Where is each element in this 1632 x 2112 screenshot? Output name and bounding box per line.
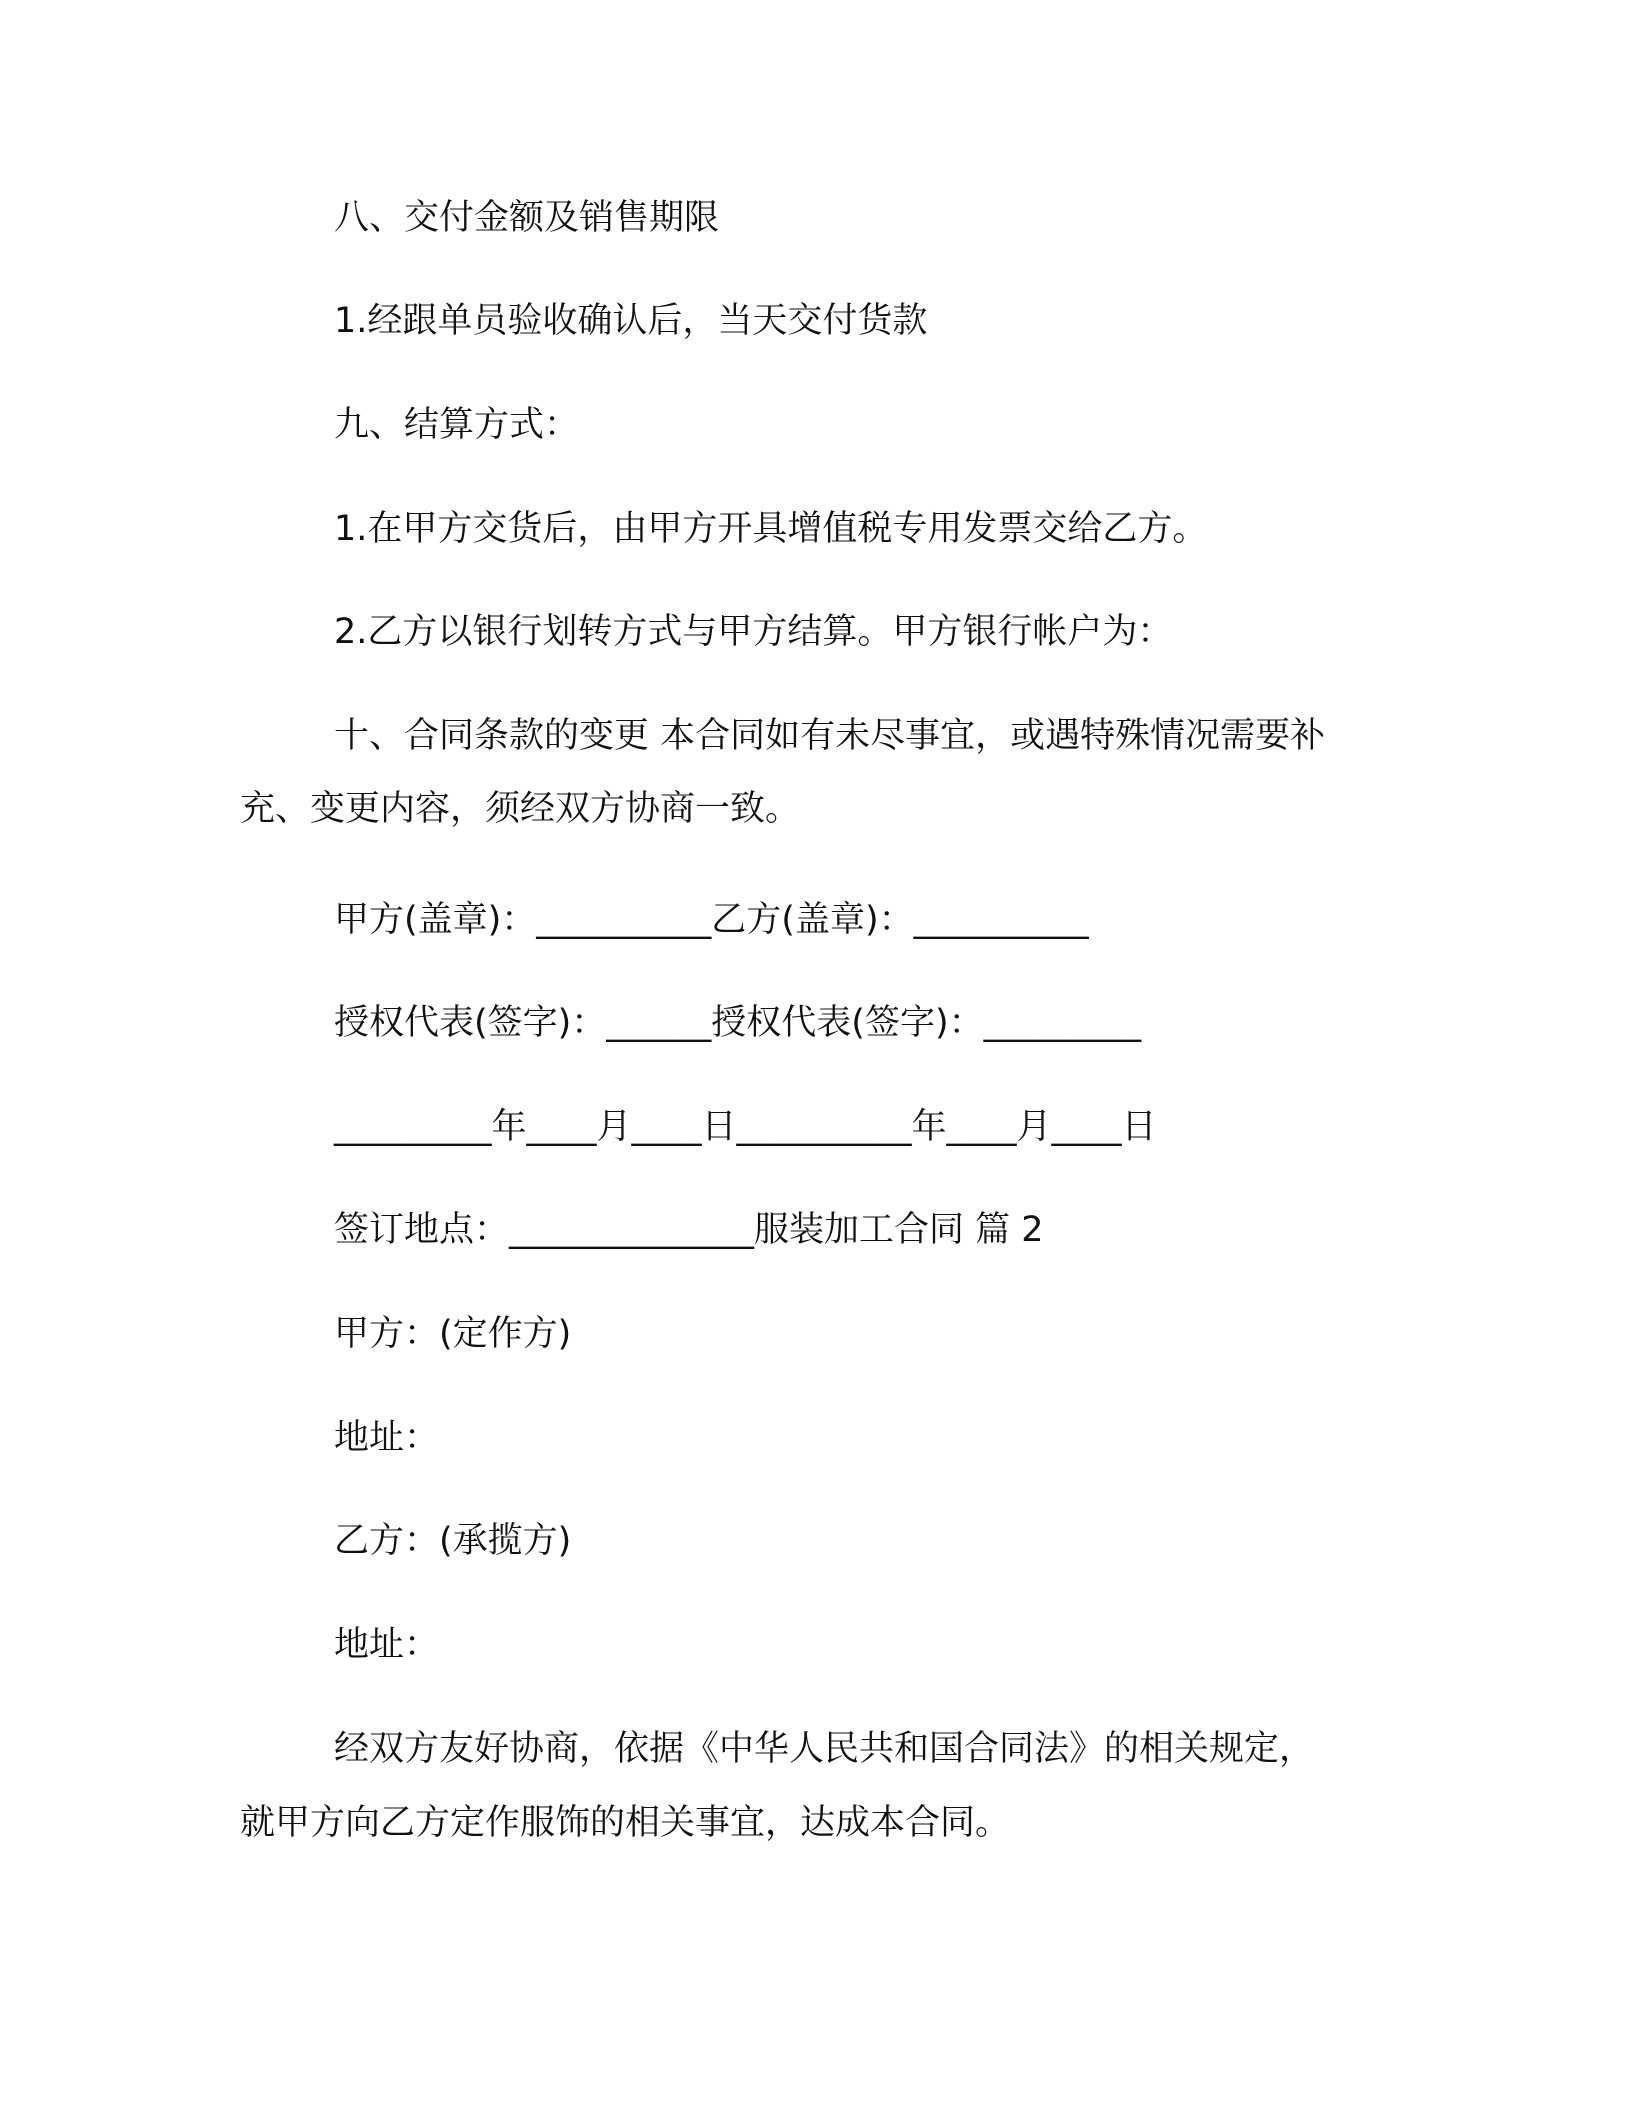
party-a-address-line: 地址： bbox=[334, 1418, 440, 1458]
section-9-item-1: 1.在甲方交货后，由甲方开具增值税专用发票交给乙方。 bbox=[334, 509, 1208, 549]
party-b-line: 乙方：(承揽方) bbox=[334, 1521, 572, 1561]
section-8-heading: 八、交付金额及销售期限 bbox=[334, 198, 720, 238]
party-a-line: 甲方：(定作方) bbox=[334, 1314, 572, 1354]
section-10-text: 十、合同条款的变更 本合同如有未尽事宜，或遇特殊情况需要补 bbox=[334, 716, 1326, 756]
section-9-item-2: 2.乙方以银行划转方式与甲方结算。甲方银行帐户为： bbox=[334, 612, 1173, 652]
section-8-item-1: 1.经跟单员验收确认后，当天交付货款 bbox=[334, 301, 928, 341]
signing-place-line: 签订地点：______________服装加工合同 篇 2 bbox=[334, 1210, 1044, 1250]
section-9-heading: 九、结算方式： bbox=[334, 405, 580, 445]
party-b-address-line: 地址： bbox=[334, 1625, 440, 1665]
contract-preamble-line-2: 就甲方向乙方定作服饰的相关事宜，达成本合同。 bbox=[240, 1803, 1011, 1843]
section-10-text-continued: 充、变更内容，须经双方协商一致。 bbox=[240, 789, 801, 829]
authorized-signature-line: 授权代表(签字)：______授权代表(签字)：_________ bbox=[334, 1003, 1142, 1043]
contract-preamble-line-1: 经双方友好协商，依据《中华人民共和国合同法》的相关规定， bbox=[334, 1729, 1315, 1769]
party-seal-line: 甲方(盖章)：__________乙方(盖章)：__________ bbox=[334, 900, 1089, 940]
signing-date-line: _________年____月____日__________年____月____日 bbox=[334, 1107, 1157, 1147]
